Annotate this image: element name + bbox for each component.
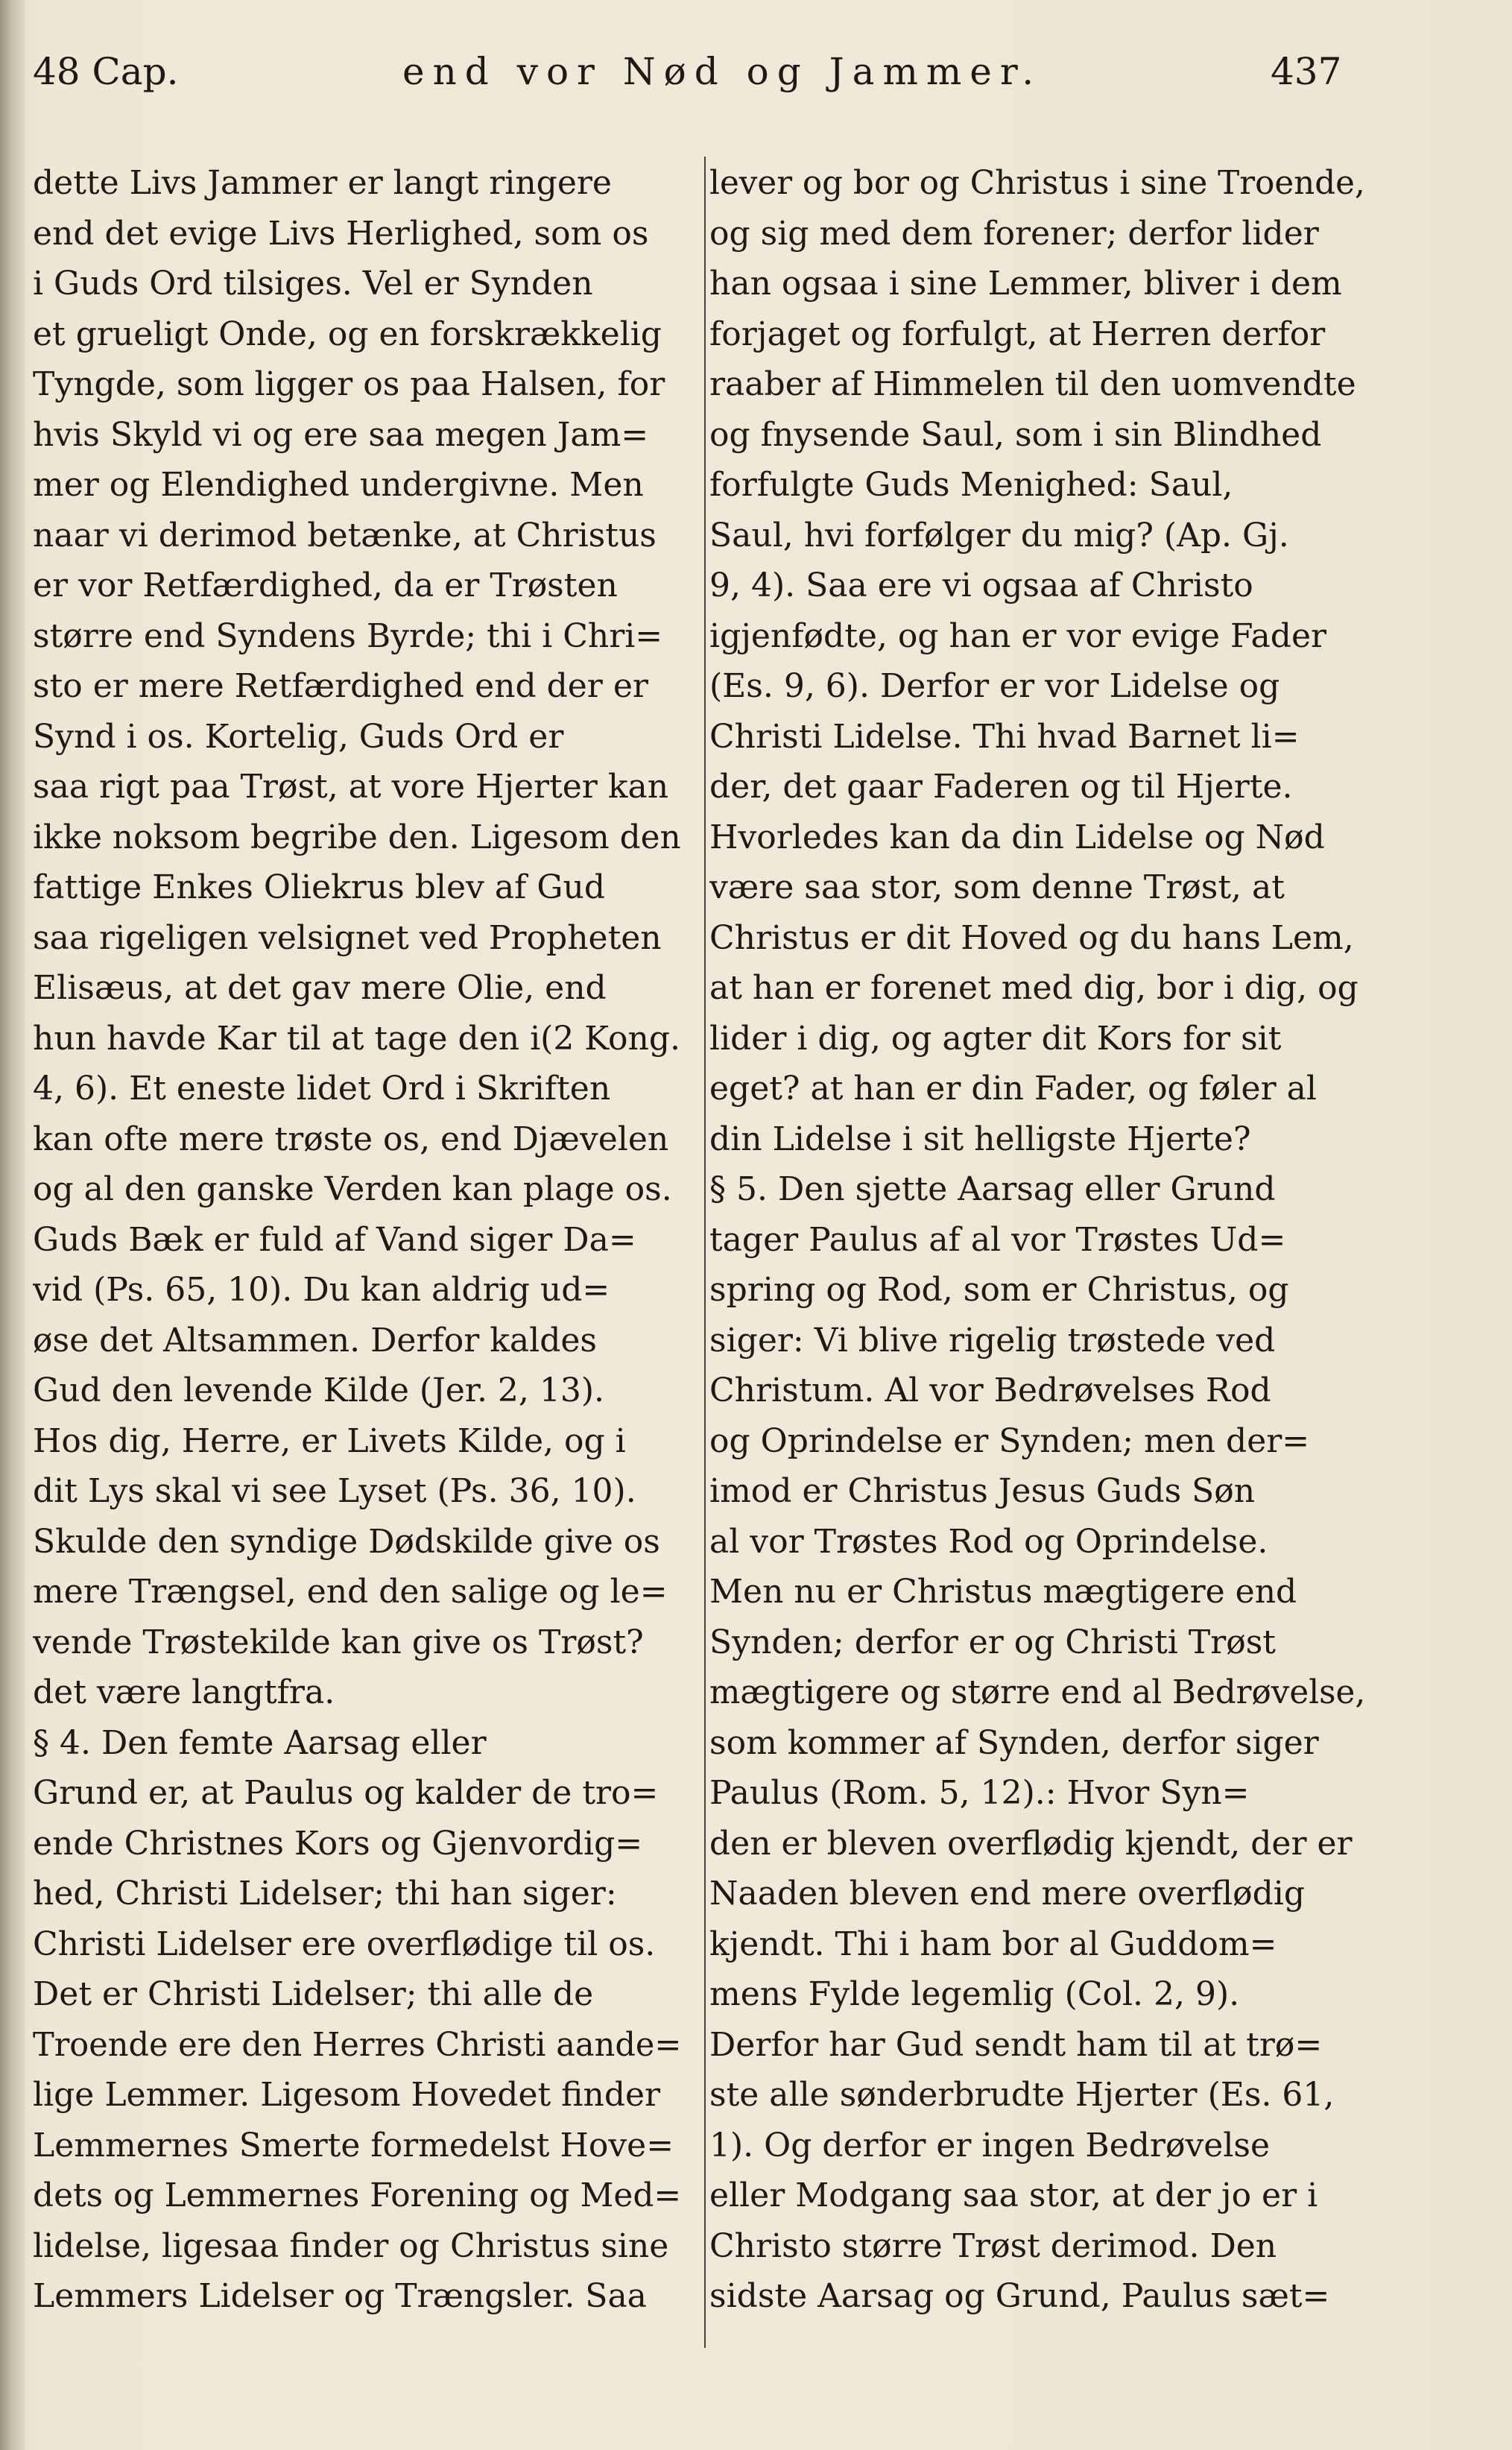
text-line: der, det gaar Faderen og til Hjerte. [709, 768, 1293, 806]
running-title: end vor Nød og Jammer. [402, 50, 1043, 93]
text-line: være saa stor, som denne Trøst, at [709, 868, 1285, 906]
text-line: saa rigeligen velsignet ved Propheten [33, 918, 662, 957]
text-line: og fnysende Saul, som i sin Blindhed [709, 415, 1322, 454]
text-line: Christi Lidelse. Thi hvad Barnet li= [709, 717, 1300, 756]
text-line: og Oprindelse er Synden; men der= [709, 1421, 1310, 1460]
text-line: større end Syndens Byrde; thi i Chri= [33, 616, 663, 655]
text-line: naar vi derimod betænke, at Christus [33, 516, 657, 555]
text-line: 4, 6). Et eneste lidet Ord i Skriften [33, 1070, 611, 1108]
text-line: mægtigere og større end al Bedrøvelse, [709, 1673, 1365, 1711]
column-divider [704, 157, 706, 2348]
text-line: Christus er dit Hoved og du hans Lem, [709, 918, 1354, 957]
text-line: mens Fylde legemlig (Col. 2, 9). [709, 1975, 1240, 2013]
text-line: lever og bor og Christus i sine Troende, [709, 164, 1365, 202]
text-line: Grund er, at Paulus og kalder de tro= [33, 1774, 659, 1812]
text-line: imod er Christus Jesus Guds Søn [709, 1472, 1256, 1510]
text-line: Skulde den syndige Dødskilde give os [33, 1522, 660, 1561]
text-line: mere Trængsel, end den salige og le= [33, 1573, 668, 1611]
text-line: spring og Rod, som er Christus, og [709, 1271, 1289, 1309]
text-line: 1). Og derfor er ingen Bedrøvelse [709, 2126, 1271, 2165]
text-line: § 4. Den femte Aarsag eller [33, 1723, 487, 1762]
text-line: Hos dig, Herre, er Livets Kilde, og i [33, 1421, 626, 1460]
text-line: hed, Christi Lidelser; thi han siger: [33, 1875, 617, 1913]
text-line: saa rigt paa Trøst, at vore Hjerter kan [33, 768, 669, 806]
text-line: fattige Enkes Oliekrus blev af Gud [33, 868, 606, 906]
text-line: lige Lemmer. Ligesom Hovedet finder [33, 2076, 661, 2114]
text-line: øse det Altsammen. Derfor kaldes [33, 1321, 598, 1360]
text-line: ende Christnes Kors og Gjenvordig= [33, 1824, 643, 1863]
text-line: Lemmernes Smerte formedelst Hove= [33, 2126, 674, 2165]
text-line: Gud den levende Kilde (Jer. 2, 13). [33, 1371, 605, 1409]
text-line: Det er Christi Lidelser; thi alle de [33, 1975, 594, 2013]
text-line: Synd i os. Kortelig, Guds Ord er [33, 717, 564, 756]
text-line: § 5. Den sjette Aarsag eller Grund [709, 1170, 1276, 1208]
text-line: ikke noksom begribe den. Ligesom den [33, 818, 681, 856]
text-line: i Guds Ord tilsiges. Vel er Synden [33, 265, 593, 303]
page-number: 437 [1271, 50, 1342, 93]
text-line: Elisæus, at det gav mere Olie, end [33, 969, 607, 1007]
text-line: Naaden bleven end mere overflødig [709, 1875, 1306, 1913]
text-line: Derfor har Gud sendt ham til at trø= [709, 2025, 1323, 2064]
text-line: Lemmers Lidelser og Trængsler. Saa [33, 2277, 647, 2315]
text-line: lidelse, ligesaa finder og Christus sine [33, 2226, 669, 2265]
text-line: vid (Ps. 65, 10). Du kan aldrig ud= [33, 1271, 610, 1309]
text-line: Men nu er Christus mægtigere end [709, 1573, 1297, 1611]
text-line: den er bleven overflødig kjendt, der er [709, 1824, 1353, 1863]
text-line: mer og Elendighed undergivne. Men [33, 466, 644, 504]
text-line: tager Paulus af al vor Trøstes Ud= [709, 1220, 1286, 1259]
text-line: er vor Retfærdighed, da er Trøsten [33, 566, 618, 604]
text-line: Christo større Trøst derimod. Den [709, 2226, 1277, 2265]
text-line: vende Trøstekilde kan give os Trøst? [33, 1623, 644, 1661]
text-line: Hvorledes kan da din Lidelse og Nød [709, 818, 1325, 856]
text-line: igjenfødte, og han er vor evige Fader [709, 616, 1327, 655]
text-line: og sig med dem forener; derfor lider [709, 214, 1319, 253]
text-line: forfulgte Guds Menighed: Saul, [709, 466, 1233, 504]
text-line: Christi Lidelser ere overflødige til os. [33, 1925, 656, 1963]
left-column [33, 158, 681, 2322]
text-line: sidste Aarsag og Grund, Paulus sæt= [709, 2277, 1330, 2315]
text-line: hun havde Kar til at tage den i(2 Kong. [33, 1019, 680, 1058]
text-line: siger: Vi blive rigelig trøstede ved [709, 1321, 1276, 1360]
text-line: Guds Bæk er fuld af Vand siger Da= [33, 1220, 636, 1259]
text-line: og al den ganske Verden kan plage os. [33, 1170, 672, 1208]
text-line: han ogsaa i sine Lemmer, bliver i dem [709, 265, 1342, 303]
text-line: Tyngde, som ligger os paa Halsen, for [33, 365, 665, 403]
text-line: (Es. 9, 6). Derfor er vor Lidelse og [709, 667, 1280, 705]
text-line: end det evige Livs Herlighed, som os [33, 214, 649, 253]
text-line: eller Modgang saa stor, at der jo er i [709, 2176, 1318, 2214]
text-line: det være langtfra. [33, 1673, 335, 1711]
right-column [709, 158, 1365, 2322]
text-line: et grueligt Onde, og en forskrækkelig [33, 315, 662, 353]
text-line: kjendt. Thi i ham bor al Guddom= [709, 1925, 1277, 1963]
text-line: Paulus (Rom. 5, 12).: Hvor Syn= [709, 1774, 1250, 1812]
text-line: som kommer af Synden, derfor siger [709, 1723, 1319, 1762]
text-line: at han er forenet med dig, bor i dig, og [709, 969, 1358, 1007]
text-line: forjaget og forfulgt, at Herren derfor [709, 315, 1326, 353]
text-line: dit Lys skal vi see Lyset (Ps. 36, 10). [33, 1472, 636, 1510]
text-line: raaber af Himmelen til den uomvendte [709, 365, 1356, 403]
text-line: al vor Trøstes Rod og Oprindelse. [709, 1522, 1268, 1561]
text-line: eget? at han er din Fader, og føler al [709, 1070, 1317, 1108]
text-line: ste alle sønderbrudte Hjerter (Es. 61, [709, 2076, 1335, 2114]
chapter-label: 48 Cap. [33, 50, 179, 93]
text-line: lider i dig, og agter dit Kors for sit [709, 1019, 1282, 1058]
text-line: dette Livs Jammer er langt ringere [33, 164, 612, 202]
text-line: din Lidelse i sit helligste Hjerte? [709, 1120, 1251, 1158]
text-line: Synden; derfor er og Christi Trøst [709, 1623, 1276, 1661]
page-binding-edge [0, 0, 25, 2450]
text-line: 9, 4). Saa ere vi ogsaa af Christo [709, 566, 1253, 604]
text-line: hvis Skyld vi og ere saa megen Jam= [33, 415, 649, 454]
text-line: Saul, hvi forfølger du mig? (Ap. Gj. [709, 516, 1289, 555]
text-line: Troende ere den Herres Christi aande= [33, 2025, 681, 2064]
text-line: dets og Lemmernes Forening og Med= [33, 2176, 681, 2214]
text-line: sto er mere Retfærdighed end der er [33, 667, 648, 705]
text-line: Christum. Al vor Bedrøvelses Rod [709, 1371, 1271, 1409]
text-line: kan ofte mere trøste os, end Djævelen [33, 1120, 669, 1158]
